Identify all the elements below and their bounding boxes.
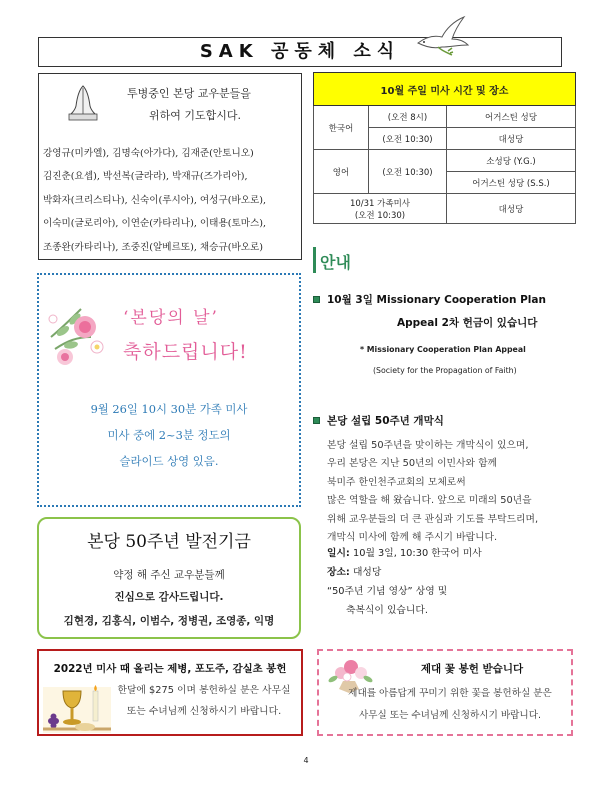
event-place-label: 장소: — [327, 567, 350, 578]
offering-box — [37, 649, 303, 736]
anniversary-title: 본당 설립 50주년 개막식 — [327, 415, 444, 427]
event-date-value: 10월 3일, 10:30 한국어 미사 — [349, 548, 482, 559]
fund-line-2: 진심으로 감사드립니다. — [114, 591, 224, 603]
altar-flower-box — [317, 649, 573, 736]
fund-line-1: 약정 해 주신 교우분들께 — [113, 569, 225, 581]
bullet-icon — [313, 417, 320, 424]
appeal-title-line-2: Appeal 2차 헌금이 있습니다 — [397, 317, 538, 329]
altar-flower-title: 제대 꽃 봉헌 받습니다 — [420, 663, 524, 675]
page-number: 4 — [303, 756, 309, 765]
prayer-names-row: 김진춘(요셉), 박선복(글라라), 박재규(즈가리아), — [43, 171, 248, 183]
announcements-heading: 안내 — [320, 253, 351, 272]
event-place — [327, 564, 381, 582]
flower-bouquet-icon — [41, 297, 117, 373]
appeal-title-line-1: 10월 3일 Missionary Cooperation Plan — [327, 294, 546, 306]
fund-names: 김현경, 김홍식, 이범수, 정병권, 조영종, 익명 — [63, 615, 275, 627]
family-mass-line-2: (오전 10:30) — [354, 210, 406, 221]
altar-flower-line-1: 제대를 아름답게 꾸미기 위한 꽃을 봉헌하실 분은 — [348, 688, 552, 699]
anniversary-body — [327, 437, 587, 547]
prayer-names-row: 이숙미(글로리아), 이연순(카타리나), 이태용(토마스), — [43, 218, 267, 230]
video-line-1: “50주년 기념 영상” 상영 및 — [327, 586, 448, 597]
family-mass-place: 대성당 — [447, 194, 576, 224]
anniversary-body-line: 본당 설립 50주년을 맞이하는 개막식이 있으며, — [327, 440, 529, 451]
offering-line-1: 한달에 $275 이며 봉헌하실 분은 사무실 — [117, 685, 291, 696]
prayer-names — [43, 142, 301, 259]
altar-flower-line-2: 사무실 또는 수녀님께 신청하시기 바랍니다. — [358, 710, 542, 721]
anniversary-body-line: 위해 교우분들의 더 큰 관심과 기도를 부탁드리며, — [327, 513, 539, 525]
prayer-names-row: 강영규(미카엘), 김명숙(아가다), 김재준(안토니오) — [43, 148, 254, 159]
page-title: SAK 공동체 소식 — [199, 41, 401, 62]
prayer-line-2: 위하여 기도합시다. — [149, 109, 242, 122]
celebration-line-1: 9월 26일 10시 30분 가족 미사 — [90, 402, 248, 416]
event-date-label: 일시: — [327, 548, 350, 559]
chalice-and-grapes-icon — [41, 677, 113, 735]
prayer-names-row: 조종완(카타리나), 조중진(알베르또), 채승규(바오로) — [43, 241, 264, 253]
anniversary-body-line: 우리 본당은 지난 50년의 이민사와 함께 — [327, 458, 497, 470]
celebration-line-3: 슬라이드 상영 있음. — [119, 454, 219, 468]
anniversary-body-line: 개막식 미사에 함께 해 주시기 바랍니다. — [327, 532, 498, 544]
event-place-value: 대성당 — [349, 567, 382, 578]
celebration-line-2: 미사 중에 2~3분 정도의 — [107, 428, 231, 442]
appeal-note: * Missionary Cooperation Plan Appeal — [360, 345, 526, 354]
korean-place-1: 어거스틴 성당 — [447, 106, 576, 128]
appeal-note-sub: (Society for the Propagation of Faith) — [373, 366, 517, 375]
development-fund-box — [37, 517, 301, 639]
offering-title: 2022년 미사 때 올리는 제병, 포도주, 감실초 봉헌 — [53, 663, 287, 675]
anniversary-body-line: 많은 역할을 해 왔습니다. 앞으로 미래의 50년을 — [327, 495, 532, 507]
congratulations-title: 축하드립니다! — [123, 341, 248, 363]
english-label: 영어 — [314, 150, 369, 194]
parish-day-title: ‘본당의 날’ — [123, 308, 219, 328]
korean-label: 한국어 — [314, 106, 369, 150]
anniversary-body-line: 북미주 한인천주교회의 모체로써 — [327, 476, 466, 488]
english-place-2: 어거스틴 성당 (S.S.) — [447, 172, 576, 194]
parish-day-box — [37, 273, 301, 507]
fund-title: 본당 50주년 발전기금 — [87, 532, 251, 552]
english-place-1: 소성당 (Y.G.) — [447, 150, 576, 172]
prayer-names-row: 박화자(크리스티나), 신숙이(루시아), 여성구(바오로), — [43, 194, 267, 206]
mass-schedule-title: 10월 주일 미사 시간 및 장소 — [314, 73, 576, 106]
korean-time-1: (오전 8시) — [369, 106, 447, 128]
offering-line-2: 또는 수녀님께 신청하시기 바랍니다. — [126, 706, 282, 717]
praying-hands-icon — [63, 82, 103, 122]
mass-schedule-table — [313, 72, 576, 224]
prayer-request-box — [38, 73, 302, 260]
dove-icon — [412, 13, 470, 57]
event-date — [327, 545, 482, 563]
family-mass-line-1: 10/31 가족미사 — [349, 198, 411, 209]
korean-place-2: 대성당 — [447, 128, 576, 150]
korean-time-2: (오전 10:30) — [369, 128, 447, 150]
family-mass-cell — [314, 194, 447, 224]
bullet-icon — [313, 296, 320, 303]
english-time: (오전 10:30) — [369, 150, 447, 194]
section-accent-bar — [313, 247, 316, 273]
video-line-2: 축복식이 있습니다. — [346, 605, 428, 616]
newsletter-header — [38, 37, 562, 67]
prayer-line-1: 투병중인 본당 교우분들을 — [127, 87, 251, 100]
